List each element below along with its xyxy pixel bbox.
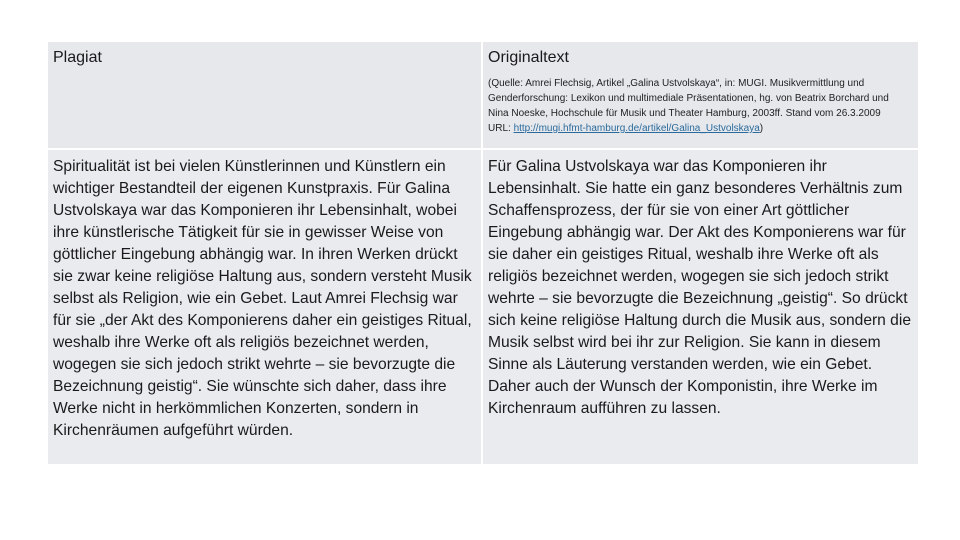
plagiarism-text: Spiritualität ist bei vielen Künstlerinnen und Künstlern ein wichtiger Bestandteil der eigenen Kunstpraxis. Für Galina Ustvolskaya war das Komponieren ihr Lebensinhalt, wobei ihre künstlerische Tätigkeit für sie in gewisser Weise von göttlicher Eingebung abhängig war. In ihren Werken drückt sie zwar keine religiöse Haltung aus, sondern versteht Musik selbst als Religion, wie ein Gebet. Laut Amrei Flechsig war für sie „der Akt des Komponierens daher ein geistiges Ritual, weshalb ihre Werke oft als religiös bezeichnet werden, wogegen sie sich jedoch strikt wehrte – sie bevorzugte die Bezeichnung geistig“. Sie wünschte sich daher, dass ihre Werke nicht in herkömmlichen Konzerten, sondern in Kirchenräumen aufgeführt würden. [53,158,472,439]
original-header-cell [483,42,918,148]
comparison-table [48,42,918,464]
source-citation [488,76,913,136]
original-text-cell [483,150,918,464]
source-citation-text: (Quelle: Amrei Flechsig, Artikel „Galina Ustvolskaya“, in: MUGI. Musikvermittlung und Genderforschung: Lexikon und multimediale Präsentationen, hg. von Beatrix Borchard und Nina Noeske, Hochschule für Musik und Theater Hamburg, 2003ff. Stand vom 26.3.2009 URL: [488,78,889,134]
plagiarism-header: Plagiat [53,49,102,66]
source-citation-close: ) [759,123,764,134]
plagiarism-header-cell [48,42,481,148]
plagiarism-text-cell [48,150,481,464]
source-link[interactable]: http://mugi.hfmt-hamburg.de/artikel/Galina_Ustvolskaya [513,123,760,134]
original-text: Für Galina Ustvolskaya war das Komponieren ihr Lebensinhalt. Sie hatte ein ganz besonderes Verhältnis zum Schaffensprozess, der für sie von einer Art göttlicher Eingebung abhängig war. Der Akt des Komponierens war für sie daher ein geistiges Ritual, weshalb ihre Werke oft als religiös bezeichnet werden, wogegen sie sich jedoch strikt wehrte – sie bevorzugte die Bezeichnung „geistig“. So drückt sich keine religiöse Haltung durch die Musik aus, sondern die Musik selbst wird bei ihr zur Religion. Sie kann in diesem Sinne als Läuterung verstanden werden, wie ein Gebet. Daher auch der Wunsch der Komponistin, ihre Werke im Kirchenraum aufführen zu lassen. [488,158,911,417]
original-header: Originaltext [488,49,569,66]
